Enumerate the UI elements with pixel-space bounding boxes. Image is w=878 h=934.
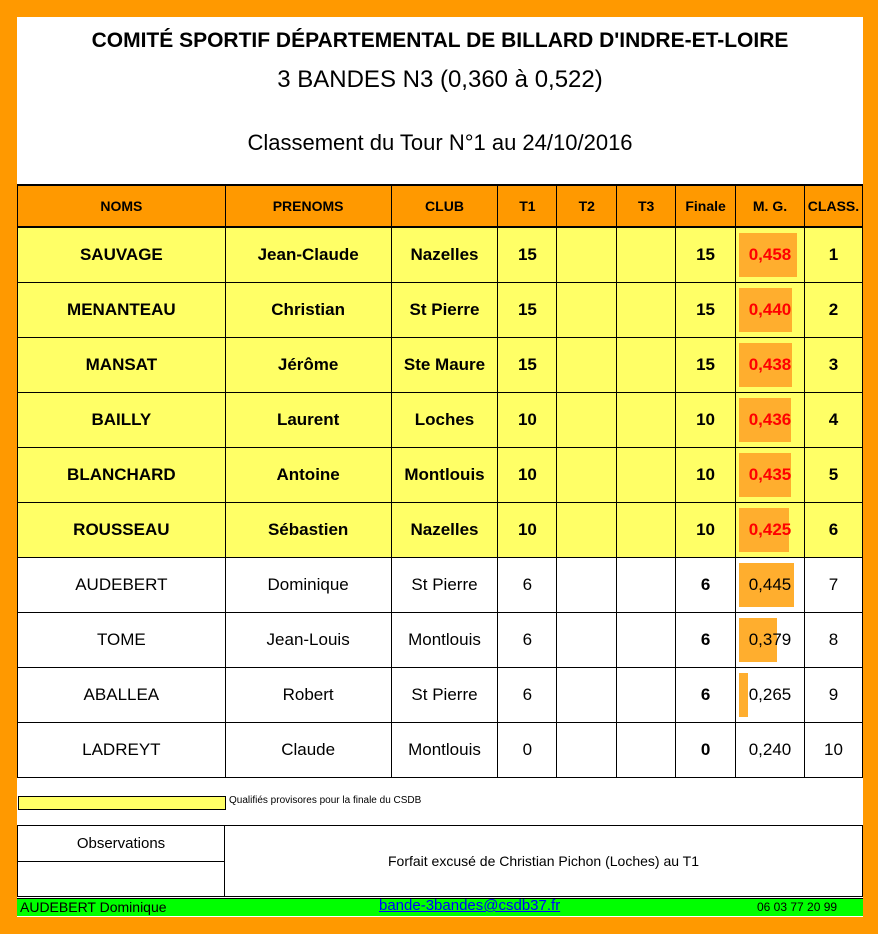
legend-swatch xyxy=(18,796,226,810)
t1-cell: 10 xyxy=(498,503,557,558)
t2-cell xyxy=(557,668,617,723)
class-cell: 3 xyxy=(804,338,862,393)
player-firstname-cell: Claude xyxy=(225,723,391,778)
table-row xyxy=(18,668,863,723)
committee-title: COMITÉ SPORTIF DÉPARTEMENTAL DE BILLARD D'INDRE-ET-LOIRE xyxy=(91,29,789,52)
mg-cell xyxy=(736,393,805,448)
t1-cell: 0 xyxy=(498,723,557,778)
player-firstname-cell: Robert xyxy=(225,668,391,723)
table-row xyxy=(18,503,863,558)
mg-cell xyxy=(736,283,805,338)
observations-empty-cell xyxy=(17,861,225,897)
class-cell: 5 xyxy=(804,448,862,503)
mg-value: 0,240 xyxy=(748,740,792,759)
t1-cell: 15 xyxy=(498,283,557,338)
player-name-cell: ABALLEA xyxy=(18,668,226,723)
mg-value: 0,440 xyxy=(748,300,792,319)
table-row xyxy=(18,448,863,503)
column-header-t2: T2 xyxy=(557,185,617,227)
club-cell: Nazelles xyxy=(391,227,498,283)
table-row xyxy=(18,723,863,778)
table-row xyxy=(18,613,863,668)
t2-cell xyxy=(557,613,617,668)
t3-cell xyxy=(617,668,676,723)
table-row xyxy=(18,227,863,283)
club-cell: Montlouis xyxy=(391,448,498,503)
t3-cell xyxy=(617,558,676,613)
t3-cell xyxy=(617,448,676,503)
player-firstname-cell: Jérôme xyxy=(225,338,391,393)
t2-cell xyxy=(557,503,617,558)
table-header-row xyxy=(18,185,863,227)
t2-cell xyxy=(557,227,617,283)
t2-cell xyxy=(557,448,617,503)
t2-cell xyxy=(557,393,617,448)
player-name-cell: ROUSSEAU xyxy=(18,503,226,558)
results-table xyxy=(17,184,863,778)
results-sheet xyxy=(17,17,863,917)
player-name-cell: SAUVAGE xyxy=(18,227,226,283)
class-cell: 9 xyxy=(804,668,862,723)
column-header-class: CLASS. xyxy=(804,185,862,227)
t1-cell: 6 xyxy=(498,558,557,613)
class-cell: 8 xyxy=(804,613,862,668)
t3-cell xyxy=(617,503,676,558)
mg-value: 0,425 xyxy=(748,520,792,539)
club-cell: Loches xyxy=(391,393,498,448)
table-row xyxy=(18,338,863,393)
t1-cell: 10 xyxy=(498,448,557,503)
class-cell: 4 xyxy=(804,393,862,448)
club-cell: St Pierre xyxy=(391,558,498,613)
column-header-t3: T3 xyxy=(617,185,676,227)
footer-email-link[interactable]: bande-3bandes@csdb37.fr xyxy=(379,897,561,914)
t1-cell: 6 xyxy=(498,613,557,668)
footer-phone: 06 03 77 20 99 xyxy=(757,900,838,914)
mg-value: 0,438 xyxy=(748,355,792,374)
column-header-mg: M. G. xyxy=(736,185,805,227)
mg-value: 0,436 xyxy=(748,410,792,429)
finale-cell: 10 xyxy=(676,448,736,503)
t3-cell xyxy=(617,613,676,668)
player-firstname-cell: Laurent xyxy=(225,393,391,448)
ranking-title: Classement du Tour N°1 au 24/10/2016 xyxy=(247,130,633,155)
finale-cell: 10 xyxy=(676,503,736,558)
player-name-cell: BAILLY xyxy=(18,393,226,448)
mg-data-bar xyxy=(739,673,748,717)
club-cell: St Pierre xyxy=(391,283,498,338)
mg-value: 0,445 xyxy=(748,575,792,594)
class-cell: 1 xyxy=(804,227,862,283)
competition-subtitle: 3 BANDES N3 (0,360 à 0,522) xyxy=(277,66,603,93)
t3-cell xyxy=(617,338,676,393)
footer-contact-name: AUDEBERT Dominique xyxy=(20,899,167,915)
club-cell: Montlouis xyxy=(391,613,498,668)
t1-cell: 15 xyxy=(498,338,557,393)
finale-cell: 6 xyxy=(676,668,736,723)
column-header-club: CLUB xyxy=(391,185,498,227)
player-firstname-cell: Dominique xyxy=(225,558,391,613)
player-name-cell: LADREYT xyxy=(18,723,226,778)
mg-cell xyxy=(736,613,805,668)
table-row xyxy=(18,393,863,448)
club-cell: Ste Maure xyxy=(391,338,498,393)
finale-cell: 15 xyxy=(676,283,736,338)
class-cell: 2 xyxy=(804,283,862,338)
observations-label: Observations xyxy=(17,825,225,862)
mg-cell xyxy=(736,503,805,558)
mg-value: 0,265 xyxy=(748,685,792,704)
finale-cell: 0 xyxy=(676,723,736,778)
player-name-cell: TOME xyxy=(18,613,226,668)
mg-value: 0,379 xyxy=(748,630,792,649)
club-cell: St Pierre xyxy=(391,668,498,723)
table-row xyxy=(18,283,863,338)
player-firstname-cell: Antoine xyxy=(225,448,391,503)
player-firstname-cell: Jean-Louis xyxy=(225,613,391,668)
column-header-t1: T1 xyxy=(498,185,557,227)
finale-cell: 6 xyxy=(676,613,736,668)
player-firstname-cell: Sébastien xyxy=(225,503,391,558)
t3-cell xyxy=(617,227,676,283)
t1-cell: 10 xyxy=(498,393,557,448)
mg-cell xyxy=(736,723,805,778)
player-name-cell: BLANCHARD xyxy=(18,448,226,503)
club-cell: Nazelles xyxy=(391,503,498,558)
club-cell: Montlouis xyxy=(391,723,498,778)
t3-cell xyxy=(617,723,676,778)
t2-cell xyxy=(557,338,617,393)
column-header-finale: Finale xyxy=(676,185,736,227)
player-name-cell: MENANTEAU xyxy=(18,283,226,338)
t1-cell: 6 xyxy=(498,668,557,723)
legend-text: Qualifiés provisores pour la finale du CSDB xyxy=(229,795,422,806)
class-cell: 7 xyxy=(804,558,862,613)
finale-cell: 6 xyxy=(676,558,736,613)
t2-cell xyxy=(557,723,617,778)
t1-cell: 15 xyxy=(498,227,557,283)
t3-cell xyxy=(617,283,676,338)
class-cell: 10 xyxy=(804,723,862,778)
column-header-noms: NOMS xyxy=(18,185,226,227)
mg-cell xyxy=(736,338,805,393)
observations-text: Forfait excusé de Christian Pichon (Loches) au T1 xyxy=(224,825,863,897)
footer-bar xyxy=(17,898,863,916)
mg-cell xyxy=(736,668,805,723)
class-cell: 6 xyxy=(804,503,862,558)
mg-cell xyxy=(736,558,805,613)
finale-cell: 10 xyxy=(676,393,736,448)
player-firstname-cell: Christian xyxy=(225,283,391,338)
player-name-cell: AUDEBERT xyxy=(18,558,226,613)
finale-cell: 15 xyxy=(676,227,736,283)
mg-cell xyxy=(736,448,805,503)
player-name-cell: MANSAT xyxy=(18,338,226,393)
mg-value: 0,458 xyxy=(748,245,792,264)
column-header-prenoms: PRENOMS xyxy=(225,185,391,227)
mg-cell xyxy=(736,227,805,283)
t2-cell xyxy=(557,283,617,338)
mg-value: 0,435 xyxy=(748,465,792,484)
t3-cell xyxy=(617,393,676,448)
finale-cell: 15 xyxy=(676,338,736,393)
table-row xyxy=(18,558,863,613)
player-firstname-cell: Jean-Claude xyxy=(225,227,391,283)
t2-cell xyxy=(557,558,617,613)
